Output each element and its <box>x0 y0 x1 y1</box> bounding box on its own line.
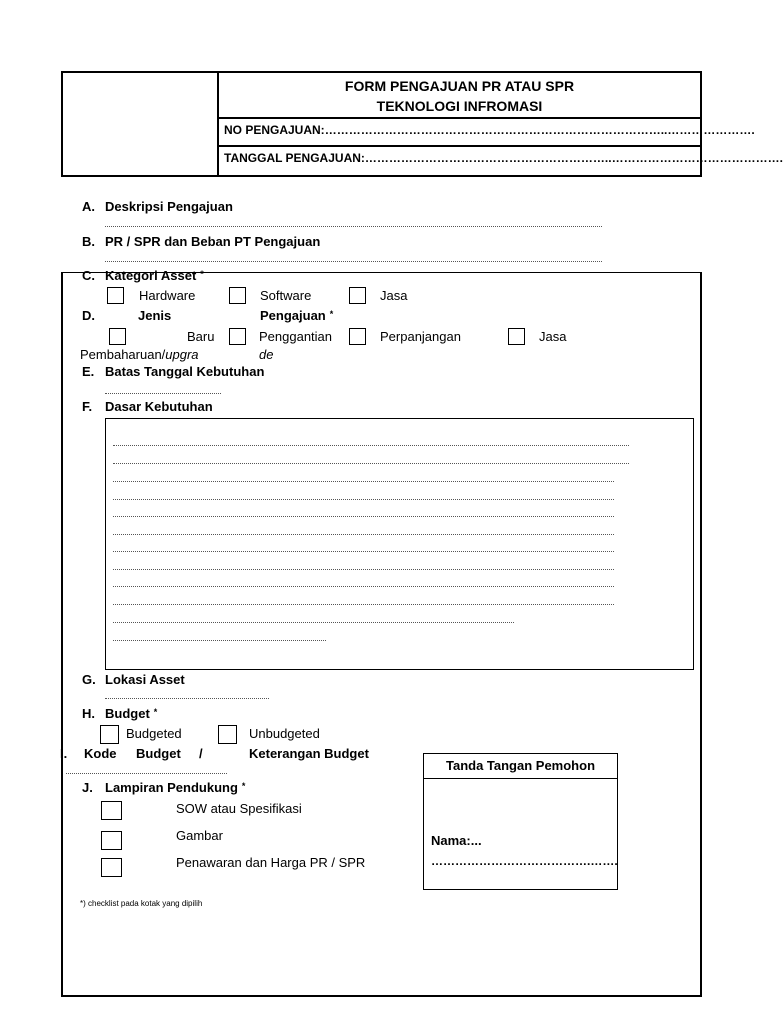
option-jasa-pembaharuan: Jasa <box>539 329 567 344</box>
pembaharuan-italic-part2: de <box>259 347 274 362</box>
option-penggantian: Penggantian <box>259 329 333 344</box>
footnote: *) checklist pada kotak yang dipilih <box>80 899 203 908</box>
dasar-fill-line <box>113 586 614 587</box>
dasar-fill-line <box>113 499 614 500</box>
checkbox-baru[interactable] <box>109 328 126 345</box>
dasar-kebutuhan-box[interactable] <box>105 418 694 670</box>
signature-name-label: Nama:... <box>431 833 482 848</box>
section-d-letter: D. <box>82 308 95 323</box>
section-a-letter: A. <box>82 199 95 214</box>
section-j-label <box>105 780 245 795</box>
tanggal-pengajuan-field[interactable] <box>219 147 783 175</box>
required-star: * <box>329 309 334 319</box>
required-star: * <box>153 707 158 717</box>
section-f-label: Dasar Kebutuhan <box>105 399 213 414</box>
option-unbudgeted: Unbudgeted <box>249 726 320 741</box>
section-i-slash: / <box>199 746 203 761</box>
signature-name-dots[interactable]: ………………………………….……. <box>431 854 618 868</box>
section-d-label-word1: Jenis <box>138 308 172 323</box>
tanggal-pengajuan-label: TANGGAL PENGAJUAN: <box>224 151 365 165</box>
section-h-label <box>105 706 157 721</box>
dasar-fill-line <box>113 622 514 623</box>
checkbox-budgeted[interactable] <box>100 725 119 744</box>
form-title-line2: TEKNOLOGI INFROMASI <box>376 98 543 114</box>
section-g-label: Lokasi Asset <box>105 672 185 687</box>
option-jasa: Jasa <box>380 288 408 303</box>
section-d-label-word2 <box>260 308 333 323</box>
checkbox-perpanjangan[interactable] <box>349 328 366 345</box>
dasar-fill-line <box>113 534 614 535</box>
section-i-word-keterangan: Keterangan Budget <box>249 746 369 761</box>
section-b-letter: B. <box>82 234 95 249</box>
section-c-label-text: Kategori Asset <box>105 268 197 283</box>
section-j-letter: J. <box>82 780 93 795</box>
dasar-fill-line <box>113 604 614 605</box>
no-pengajuan-dots: …………………………………………………………………………..…………………. <box>324 123 755 137</box>
section-b-label: PR / SPR dan Beban PT Pengajuan <box>105 234 321 249</box>
form-header-table <box>61 71 783 177</box>
dasar-fill-line <box>113 445 629 446</box>
option-pembaharuan-wrap <box>80 347 199 362</box>
no-pengajuan-label: NO PENGAJUAN: <box>224 123 325 137</box>
checkbox-penggantian[interactable] <box>229 328 246 345</box>
section-c-letter: C. <box>82 268 95 283</box>
dasar-fill-line <box>113 481 614 482</box>
logo-cell <box>63 73 219 175</box>
option-penawaran: Penawaran dan Harga PR / SPR <box>176 855 366 870</box>
option-budgeted: Budgeted <box>126 726 182 741</box>
batas-tanggal-fill-line[interactable] <box>105 393 221 394</box>
pembaharuan-italic-part1: upgra <box>165 347 199 362</box>
section-a-label: Deskripsi Pengajuan <box>105 199 233 214</box>
checkbox-penawaran[interactable] <box>101 858 122 877</box>
section-f-letter: F. <box>82 399 93 414</box>
form-title <box>219 73 700 119</box>
checkbox-unbudgeted[interactable] <box>218 725 237 744</box>
dasar-fill-line <box>113 569 614 570</box>
signature-title: Tanda Tangan Pemohon <box>424 754 617 779</box>
required-star: * <box>241 781 246 791</box>
checkbox-gambar[interactable] <box>101 831 122 850</box>
tanggal-pengajuan-dots: ……………………………………………………..……………………………………. <box>364 151 783 165</box>
section-i-word-budget: Budget <box>136 746 181 761</box>
required-star: * <box>200 269 204 279</box>
section-h-letter: H. <box>82 706 95 721</box>
option-baru: Baru <box>187 329 215 344</box>
form-title-line1: FORM PENGAJUAN PR ATAU SPR <box>344 78 575 94</box>
checkbox-sow[interactable] <box>101 801 122 820</box>
deskripsi-fill-line[interactable] <box>105 226 602 227</box>
section-e-letter: E. <box>82 364 95 379</box>
section-h-label-text: Budget <box>105 706 150 721</box>
pembaharuan-prefix: Pembaharuan/ <box>80 347 166 362</box>
checkbox-hardware[interactable] <box>107 287 124 304</box>
section-i-word-kode: Kode <box>84 746 117 761</box>
pr-spr-fill-line[interactable] <box>105 261 602 262</box>
dasar-fill-line <box>113 463 629 464</box>
kode-budget-fill-line[interactable] <box>66 773 227 774</box>
lokasi-fill-line[interactable] <box>105 698 269 699</box>
dasar-fill-line <box>113 551 614 552</box>
no-pengajuan-field[interactable] <box>219 119 755 147</box>
checkbox-jasa-pembaharuan[interactable] <box>508 328 525 345</box>
dasar-fill-line <box>113 516 614 517</box>
section-i-letter: I. <box>60 746 68 761</box>
option-perpanjangan: Perpanjangan <box>380 329 461 344</box>
signature-box <box>423 753 618 890</box>
option-sow: SOW atau Spesifikasi <box>176 801 302 816</box>
option-gambar: Gambar <box>176 828 223 843</box>
section-c-label <box>105 268 204 283</box>
section-d-label-word2-text: Pengajuan <box>260 308 326 323</box>
dasar-fill-line <box>113 640 326 641</box>
section-j-label-text: Lampiran Pendukung <box>105 780 238 795</box>
option-software: Software <box>260 288 312 303</box>
section-g-letter: G. <box>82 672 96 687</box>
option-hardware: Hardware <box>139 288 196 303</box>
checkbox-jasa[interactable] <box>349 287 366 304</box>
section-e-label: Batas Tanggal Kebutuhan <box>105 364 265 379</box>
checkbox-software[interactable] <box>229 287 246 304</box>
